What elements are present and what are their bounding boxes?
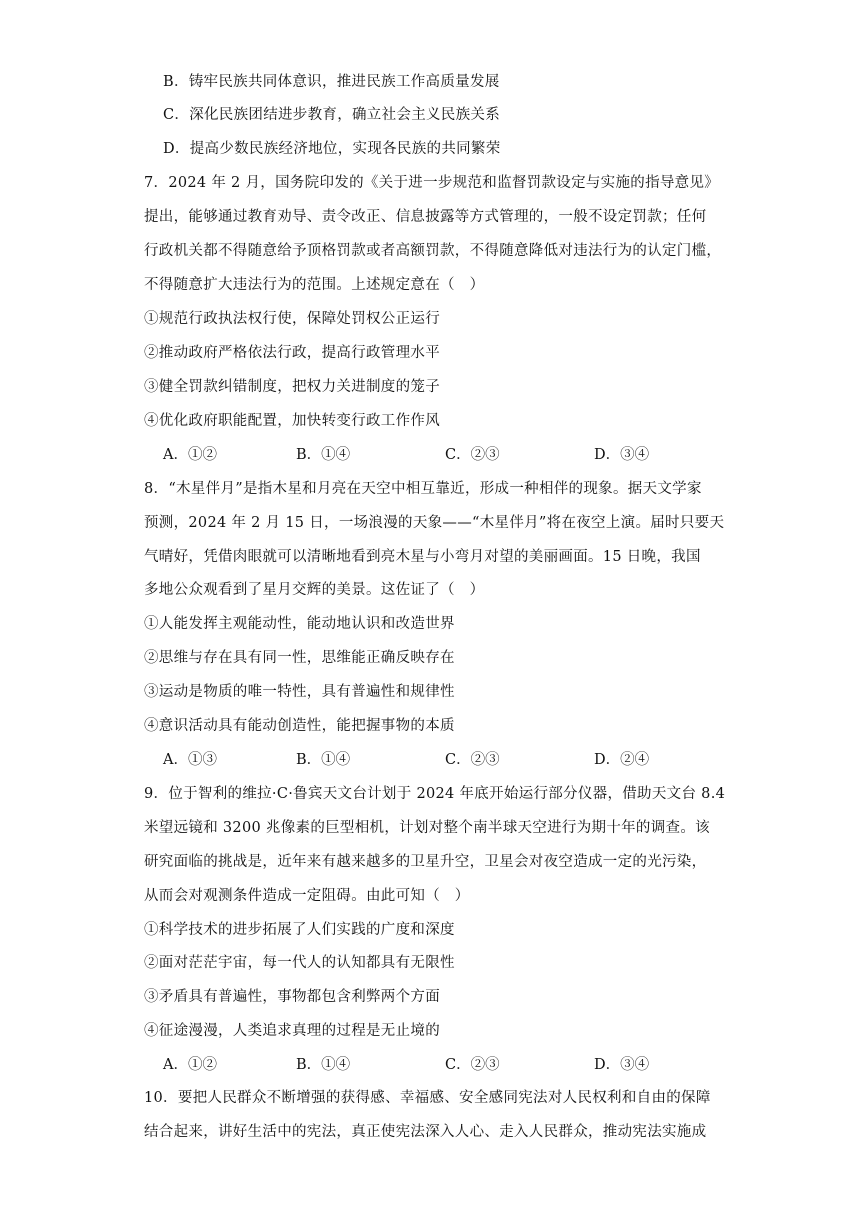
q8-item: ②思维与存在具有同一性，思维能正确反映存在 bbox=[144, 650, 455, 666]
q8-stem-line: 预测，2024 年 2 月 15 日，一场浪漫的天象——“木星伴月”将在夜空上演。届时只要天 bbox=[144, 515, 725, 531]
q7-item: ③健全罚款纠错制度，把权力关进制度的笼子 bbox=[144, 379, 440, 395]
q8-option-d: D．②④ bbox=[594, 752, 650, 768]
q8-item: ①人能发挥主观能动性，能动地认识和改造世界 bbox=[144, 616, 455, 632]
q9-stem-line: 从而会对观测条件造成一定阻碍。由此可知（ ） bbox=[144, 888, 470, 904]
q9-stem-line: 9．位于智利的维拉·C·鲁宾天文台计划于 2024 年底开始运行部分仪器，借助天文台 8.4 bbox=[144, 786, 726, 802]
q9-stem-line: 研究面临的挑战是，近年来有越来越多的卫星升空，卫星会对夜空造成一定的光污染， bbox=[144, 854, 707, 870]
q9-item: ③矛盾具有普遍性，事物都包含利弊两个方面 bbox=[144, 989, 440, 1005]
q8-option-c: C．②③ bbox=[445, 752, 500, 768]
q9-option-a: A．①② bbox=[163, 1057, 217, 1073]
q9-item: ②面对茫茫宇宙，每一代人的认知都具有无限性 bbox=[144, 955, 455, 971]
q7-option-d: D．③④ bbox=[594, 447, 650, 463]
q7-option-c: C．②③ bbox=[445, 447, 500, 463]
q8-stem-line: 气晴好，凭借肉眼就可以清晰地看到亮木星与小弯月对望的美丽画面。15 日晚，我国 bbox=[144, 549, 701, 565]
q7-stem-line: 提出，能够通过教育劝导、责令改正、信息披露等方式管理的，一般不设定罚款；任何 bbox=[144, 209, 707, 225]
q8-item: ③运动是物质的唯一特性，具有普遍性和规律性 bbox=[144, 684, 455, 700]
q8-option-b: B．①④ bbox=[296, 752, 351, 768]
q6-option-d: D．提高少数民族经济地位，实现各民族的共同繁荣 bbox=[163, 141, 501, 157]
q7-item: ①规范行政执法权行使，保障处罚权公正运行 bbox=[144, 311, 440, 327]
q10-stem-line: 结合起来，讲好生活中的宪法，真正使宪法深入人心、走入人民群众，推动宪法实施成 bbox=[144, 1124, 707, 1140]
q7-stem-line: 不得随意扩大违法行为的范围。上述规定意在（ ） bbox=[144, 277, 485, 293]
q7-item: ④优化政府职能配置，加快转变行政工作作风 bbox=[144, 413, 440, 429]
q10-stem-line: 10．要把人民群众不断增强的获得感、幸福感、安全感同宪法对人民权利和自由的保障 bbox=[144, 1090, 711, 1106]
q7-stem-line: 行政机关都不得随意给予顶格罚款或者高额罚款，不得随意降低对违法行为的认定门槛， bbox=[144, 243, 722, 259]
q9-stem-line: 米望远镜和 3200 兆像素的巨型相机，计划对整个南半球天空进行为期十年的调查。该 bbox=[144, 820, 710, 836]
q9-item: ④征途漫漫，人类追求真理的过程是无止境的 bbox=[144, 1023, 440, 1039]
q7-option-b: B．①④ bbox=[296, 447, 351, 463]
q9-item: ①科学技术的进步拓展了人们实践的广度和深度 bbox=[144, 922, 455, 938]
q7-option-a: A．①② bbox=[163, 447, 217, 463]
q8-stem-line: 8．“木星伴月”是指木星和月亮在天空中相互靠近，形成一种相伴的现象。据天文学家 bbox=[144, 481, 702, 497]
q6-option-b: B．铸牢民族共同体意识，推进民族工作高质量发展 bbox=[163, 74, 500, 90]
q7-stem-line: 7．2024 年 2 月，国务院印发的《关于进一步规范和监督罚款设定与实施的指导意见》 bbox=[144, 175, 720, 191]
q9-option-b: B．①④ bbox=[296, 1057, 351, 1073]
q9-option-d: D．③④ bbox=[594, 1057, 650, 1073]
q7-item: ②推动政府严格依法行政，提高行政管理水平 bbox=[144, 345, 440, 361]
q6-option-c: C．深化民族团结进步教育，确立社会主义民族关系 bbox=[163, 107, 500, 123]
q8-stem-line: 多地公众观看到了星月交辉的美景。这佐证了（ ） bbox=[144, 582, 485, 598]
q9-option-c: C．②③ bbox=[445, 1057, 500, 1073]
q8-item: ④意识活动具有能动创造性，能把握事物的本质 bbox=[144, 718, 455, 734]
q8-option-a: A．①③ bbox=[163, 752, 217, 768]
